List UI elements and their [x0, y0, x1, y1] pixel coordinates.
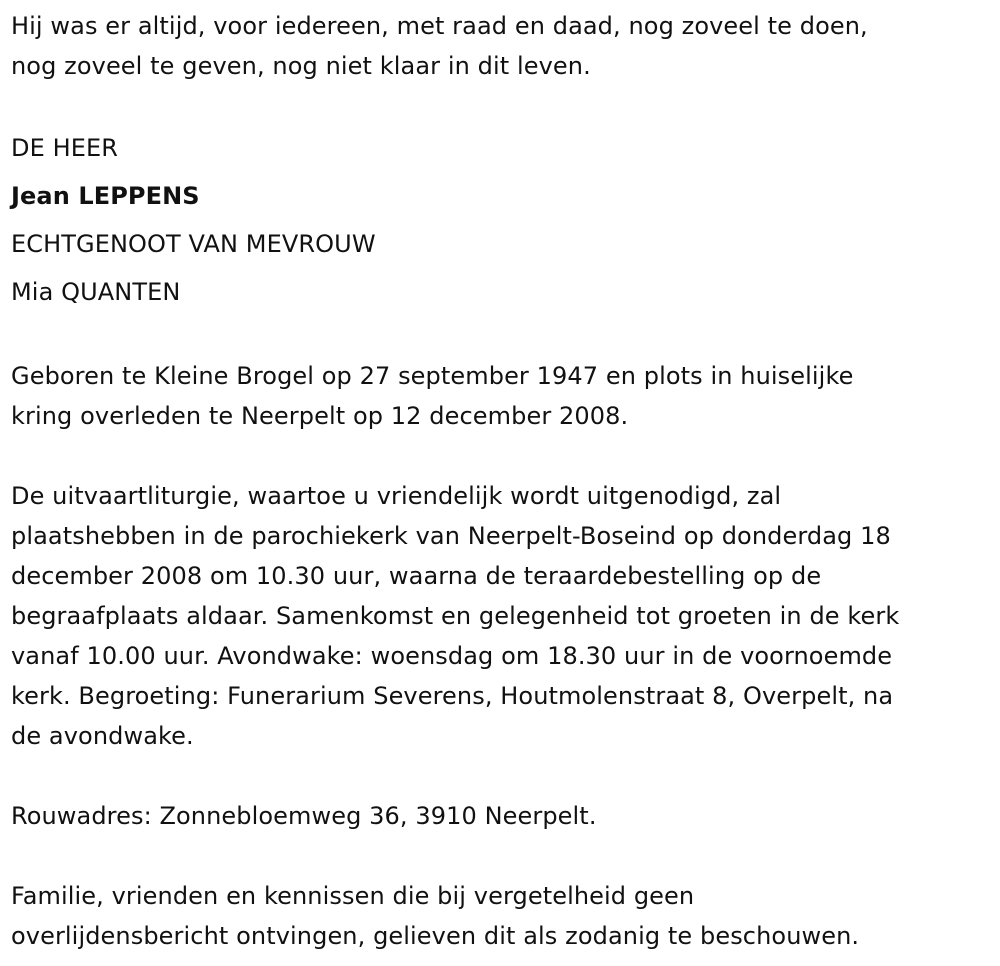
poem-paragraph: [11, 6, 996, 86]
deceased-block: [11, 124, 996, 316]
closing-line-1: Familie, vrienden en kennissen die bij vergetelheid geen: [11, 882, 695, 910]
poem-line-2: nog zoveel te geven, nog niet klaar in dit leven.: [11, 52, 591, 80]
funeral-line-4: begraafplaats aldaar. Samenkomst en gelegenheid tot groeten in de kerk: [11, 602, 900, 630]
deceased-relation: ECHTGENOOT VAN MEVROUW: [11, 230, 376, 258]
birth-death-paragraph: [11, 356, 996, 436]
funeral-line-1: De uitvaartliturgie, waartoe u vriendelijk wordt uitgenodigd, zal: [11, 482, 782, 510]
deceased-title: DE HEER: [11, 134, 119, 162]
spacer: [11, 756, 996, 796]
funeral-line-6: kerk. Begroeting: Funerarium Severens, Houtmolenstraat 8, Overpelt, na: [11, 682, 894, 710]
spacer: [11, 436, 996, 476]
mourning-address: Rouwadres: Zonnebloemweg 36, 3910 Neerpelt.: [11, 802, 597, 830]
closing-line-2: overlijdensbericht ontvingen, gelieven dit als zodanig te beschouwen.: [11, 922, 860, 950]
spacer: [11, 86, 996, 124]
birth-death-line-2: kring overleden te Neerpelt op 12 december 2008.: [11, 402, 629, 430]
closing-paragraph: [11, 876, 996, 956]
funeral-line-5: vanaf 10.00 uur. Avondwake: woensdag om 18.30 uur in de voornoemde: [11, 642, 893, 670]
poem-line-1: Hij was er altijd, voor iedereen, met raad en daad, nog zoveel te doen,: [11, 12, 868, 40]
obituary-notice: [11, 6, 996, 956]
funeral-line-7: de avondwake.: [11, 722, 194, 750]
funeral-line-3: december 2008 om 10.30 uur, waarna de teraardebestelling op de: [11, 562, 822, 590]
funeral-line-2: plaatshebben in de parochiekerk van Neerpelt-Boseind op donderdag 18: [11, 522, 891, 550]
funeral-paragraph: [11, 476, 996, 756]
birth-death-line-1: Geboren te Kleine Brogel op 27 september 1947 en plots in huiselijke: [11, 362, 854, 390]
address-paragraph: [11, 796, 996, 836]
spacer: [11, 836, 996, 876]
spacer: [11, 316, 996, 356]
spouse-name: Mia QUANTEN: [11, 278, 181, 306]
deceased-name: Jean LEPPENS: [11, 182, 200, 210]
